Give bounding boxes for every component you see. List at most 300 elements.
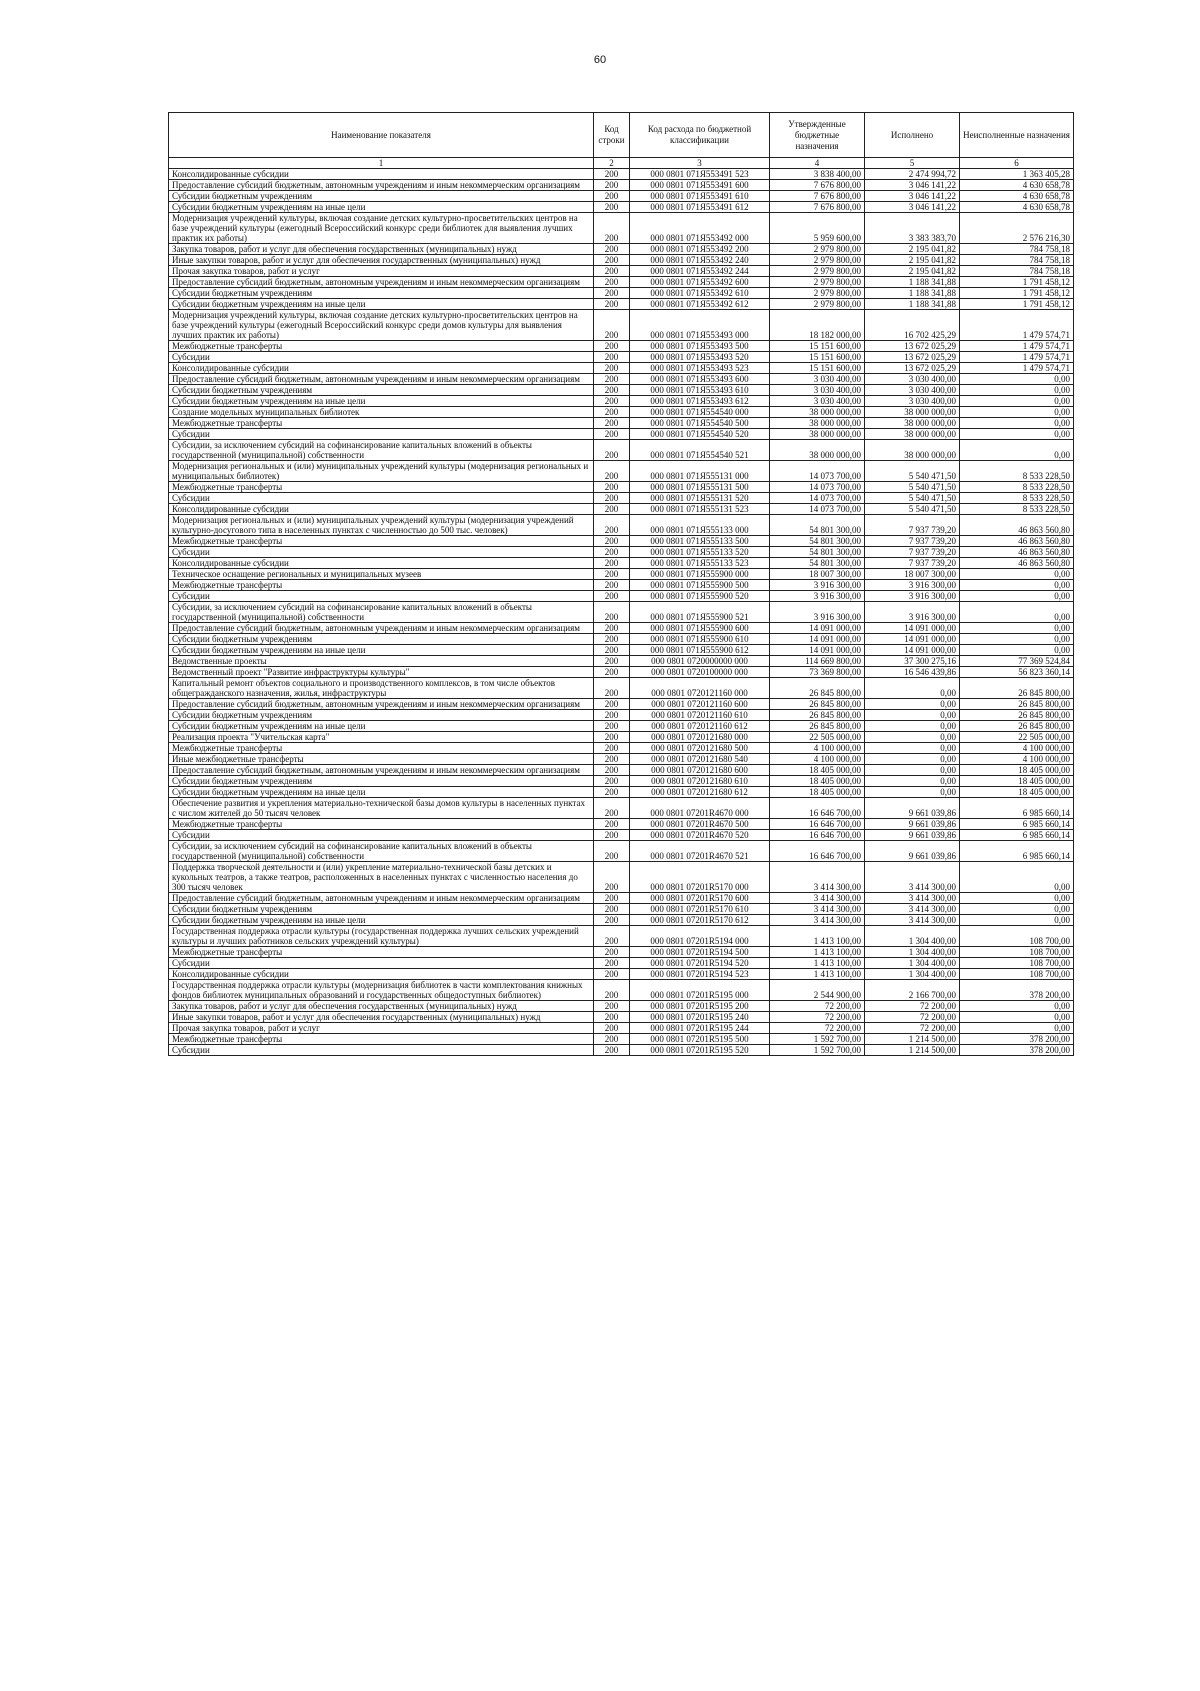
row-budget-code: 000 0801 071Я554540 000 — [630, 407, 770, 418]
row-remaining: 6 985 660,14 — [960, 819, 1074, 830]
row-line-code: 200 — [594, 776, 630, 787]
row-line-code: 200 — [594, 645, 630, 656]
row-budget-code: 000 0801 071Я553491 600 — [630, 180, 770, 191]
row-executed: 18 007 300,00 — [865, 569, 960, 580]
row-name: Обеспечение развития и укрепления материально-технической базы домов культуры в населенных пунктах с числом жителей до 50 тысяч человек — [169, 798, 594, 819]
row-line-code: 200 — [594, 558, 630, 569]
row-approved: 5 959 600,00 — [770, 213, 865, 244]
row-approved: 7 676 800,00 — [770, 191, 865, 202]
row-budget-code: 000 0801 071Я555900 521 — [630, 602, 770, 623]
row-approved: 26 845 800,00 — [770, 699, 865, 710]
row-remaining: 77 369 524,84 — [960, 656, 1074, 667]
row-name: Иные закупки товаров, работ и услуг для обеспечения государственных (муниципальных) нужд — [169, 255, 594, 266]
row-name: Субсидии бюджетным учреждениям — [169, 904, 594, 915]
row-executed: 1 304 400,00 — [865, 969, 960, 980]
row-budget-code: 000 0801 071Я553491 523 — [630, 169, 770, 180]
row-remaining: 4 100 000,00 — [960, 743, 1074, 754]
row-line-code: 200 — [594, 244, 630, 255]
row-budget-code: 000 0801 07201R4670 500 — [630, 819, 770, 830]
row-name: Прочая закупка товаров, работ и услуг — [169, 266, 594, 277]
row-executed: 16 702 425,29 — [865, 310, 960, 341]
row-remaining: 108 700,00 — [960, 969, 1074, 980]
row-executed: 38 000 000,00 — [865, 407, 960, 418]
row-executed: 5 540 471,50 — [865, 461, 960, 482]
column-number: 2 — [594, 158, 630, 169]
row-budget-code: 000 0801 071Я554540 500 — [630, 418, 770, 429]
row-remaining: 8 533 228,50 — [960, 482, 1074, 493]
table-row — [169, 288, 1074, 299]
row-approved: 16 646 700,00 — [770, 798, 865, 819]
table-body — [169, 158, 1074, 1056]
row-remaining: 0,00 — [960, 591, 1074, 602]
row-budget-code: 000 0801 071Я553492 200 — [630, 244, 770, 255]
row-budget-code: 000 0801 071Я555900 500 — [630, 580, 770, 591]
table-row — [169, 862, 1074, 893]
row-approved: 4 100 000,00 — [770, 754, 865, 765]
row-approved: 2 979 800,00 — [770, 255, 865, 266]
row-executed: 1 188 341,88 — [865, 299, 960, 310]
row-line-code: 200 — [594, 958, 630, 969]
row-name: Модернизация учреждений культуры, включая создание детских культурно-просветительских центров на базе учреждений культуры (ежегодный Всероссийский конкурс среди домов культуры для выявления лучших практик их работы) — [169, 310, 594, 341]
row-executed: 13 672 025,29 — [865, 363, 960, 374]
row-budget-code: 000 0801 07201R5194 523 — [630, 969, 770, 980]
row-budget-code: 000 0801 071Я553492 610 — [630, 288, 770, 299]
row-line-code: 200 — [594, 515, 630, 536]
row-line-code: 200 — [594, 429, 630, 440]
row-approved: 15 151 600,00 — [770, 341, 865, 352]
row-executed: 38 000 000,00 — [865, 440, 960, 461]
row-executed: 3 046 141,22 — [865, 180, 960, 191]
row-approved: 54 801 300,00 — [770, 515, 865, 536]
column-number-row — [169, 158, 1074, 169]
row-remaining: 4 100 000,00 — [960, 754, 1074, 765]
table-row — [169, 678, 1074, 699]
row-line-code: 200 — [594, 569, 630, 580]
table-row — [169, 743, 1074, 754]
row-remaining: 8 533 228,50 — [960, 493, 1074, 504]
row-approved: 72 200,00 — [770, 1012, 865, 1023]
table-row — [169, 418, 1074, 429]
row-remaining: 0,00 — [960, 893, 1074, 904]
row-remaining: 46 863 560,80 — [960, 515, 1074, 536]
row-approved: 38 000 000,00 — [770, 418, 865, 429]
column-number: 4 — [770, 158, 865, 169]
table-row — [169, 363, 1074, 374]
row-executed: 3 030 400,00 — [865, 374, 960, 385]
row-budget-code: 000 0801 0720000000 000 — [630, 656, 770, 667]
row-line-code: 200 — [594, 732, 630, 743]
row-executed: 14 091 000,00 — [865, 623, 960, 634]
row-executed: 1 304 400,00 — [865, 947, 960, 958]
row-remaining: 56 823 360,14 — [960, 667, 1074, 678]
row-name: Субсидии — [169, 352, 594, 363]
row-line-code: 200 — [594, 591, 630, 602]
row-approved: 7 676 800,00 — [770, 202, 865, 213]
row-remaining: 46 863 560,80 — [960, 558, 1074, 569]
row-budget-code: 000 0801 071Я555133 000 — [630, 515, 770, 536]
row-remaining: 0,00 — [960, 396, 1074, 407]
table-row — [169, 191, 1074, 202]
row-name: Предоставление субсидий бюджетным, автономным учреждениям и иным некоммерческим организациям — [169, 623, 594, 634]
row-line-code: 200 — [594, 787, 630, 798]
row-name: Субсидии бюджетным учреждениям — [169, 191, 594, 202]
row-name: Предоставление субсидий бюджетным, автономным учреждениям и иным некоммерческим организациям — [169, 765, 594, 776]
column-number: 3 — [630, 158, 770, 169]
row-name: Консолидированные субсидии — [169, 558, 594, 569]
row-executed: 1 304 400,00 — [865, 958, 960, 969]
row-approved: 26 845 800,00 — [770, 678, 865, 699]
row-remaining: 26 845 800,00 — [960, 678, 1074, 699]
row-line-code: 200 — [594, 536, 630, 547]
row-executed: 0,00 — [865, 732, 960, 743]
row-name: Субсидии бюджетным учреждениям — [169, 288, 594, 299]
row-budget-code: 000 0801 07201R5194 500 — [630, 947, 770, 958]
row-remaining: 4 630 658,78 — [960, 202, 1074, 213]
row-executed: 7 937 739,20 — [865, 558, 960, 569]
row-executed: 5 540 471,50 — [865, 493, 960, 504]
table-row — [169, 841, 1074, 862]
row-remaining: 26 845 800,00 — [960, 699, 1074, 710]
table-row — [169, 213, 1074, 244]
row-line-code: 200 — [594, 299, 630, 310]
page-number: 60 — [593, 54, 607, 66]
row-approved: 2 979 800,00 — [770, 266, 865, 277]
row-remaining: 6 985 660,14 — [960, 798, 1074, 819]
row-line-code: 200 — [594, 213, 630, 244]
row-name: Предоставление субсидий бюджетным, автономным учреждениям и иным некоммерческим организациям — [169, 374, 594, 385]
row-budget-code: 000 0801 071Я553491 610 — [630, 191, 770, 202]
column-number: 5 — [865, 158, 960, 169]
row-executed: 0,00 — [865, 678, 960, 699]
row-line-code: 200 — [594, 980, 630, 1001]
row-line-code: 200 — [594, 191, 630, 202]
table-row — [169, 721, 1074, 732]
table-row — [169, 396, 1074, 407]
row-executed: 9 661 039,86 — [865, 819, 960, 830]
table-row — [169, 1023, 1074, 1034]
row-approved: 114 669 800,00 — [770, 656, 865, 667]
row-executed: 9 661 039,86 — [865, 841, 960, 862]
table-row — [169, 602, 1074, 623]
row-approved: 18 182 000,00 — [770, 310, 865, 341]
row-approved: 72 200,00 — [770, 1001, 865, 1012]
row-budget-code: 000 0801 07201R4670 000 — [630, 798, 770, 819]
row-approved: 2 979 800,00 — [770, 299, 865, 310]
table-row — [169, 536, 1074, 547]
row-remaining: 1 363 405,28 — [960, 169, 1074, 180]
table-row — [169, 819, 1074, 830]
row-name: Иные межбюджетные трансферты — [169, 754, 594, 765]
row-line-code: 200 — [594, 765, 630, 776]
row-line-code: 200 — [594, 656, 630, 667]
table-row — [169, 341, 1074, 352]
row-budget-code: 000 0801 0720121680 610 — [630, 776, 770, 787]
row-name: Межбюджетные трансферты — [169, 536, 594, 547]
row-executed: 7 937 739,20 — [865, 536, 960, 547]
row-line-code: 200 — [594, 310, 630, 341]
row-budget-code: 000 0801 071Я553493 000 — [630, 310, 770, 341]
row-remaining: 0,00 — [960, 407, 1074, 418]
row-approved: 54 801 300,00 — [770, 536, 865, 547]
table-row — [169, 591, 1074, 602]
row-executed: 9 661 039,86 — [865, 798, 960, 819]
row-budget-code: 000 0801 071Я553492 240 — [630, 255, 770, 266]
row-budget-code: 000 0801 07201R4670 521 — [630, 841, 770, 862]
row-name: Иные закупки товаров, работ и услуг для обеспечения государственных (муниципальных) нужд — [169, 1012, 594, 1023]
row-remaining: 1 791 458,12 — [960, 277, 1074, 288]
row-executed: 37 300 275,16 — [865, 656, 960, 667]
row-name: Прочая закупка товаров, работ и услуг — [169, 1023, 594, 1034]
row-name: Предоставление субсидий бюджетным, автономным учреждениям и иным некоммерческим организациям — [169, 699, 594, 710]
row-executed: 3 916 300,00 — [865, 602, 960, 623]
row-budget-code: 000 0801 071Я555900 600 — [630, 623, 770, 634]
row-line-code: 200 — [594, 504, 630, 515]
row-remaining: 0,00 — [960, 418, 1074, 429]
row-budget-code: 000 0801 071Я555131 000 — [630, 461, 770, 482]
row-line-code: 200 — [594, 180, 630, 191]
row-budget-code: 000 0801 071Я553493 500 — [630, 341, 770, 352]
row-name: Межбюджетные трансферты — [169, 341, 594, 352]
table-row — [169, 374, 1074, 385]
row-name: Консолидированные субсидии — [169, 363, 594, 374]
table-row — [169, 656, 1074, 667]
row-name: Государственная поддержка отрасли культуры (государственная поддержка лучших сельских учреждений культуры и лучших работников сельских учреждений культуры) — [169, 926, 594, 947]
row-name: Консолидированные субсидии — [169, 969, 594, 980]
row-executed: 16 546 439,86 — [865, 667, 960, 678]
row-name: Создание модельных муниципальных библиотек — [169, 407, 594, 418]
table-row — [169, 407, 1074, 418]
row-name: Модернизация учреждений культуры, включая создание детских культурно-просветительских центров на базе учреждений культуры (ежегодный Всероссийский конкурс среди библиотек для выявления лучших практик их работы) — [169, 213, 594, 244]
row-remaining: 0,00 — [960, 1012, 1074, 1023]
row-executed: 3 383 383,70 — [865, 213, 960, 244]
row-executed: 5 540 471,50 — [865, 482, 960, 493]
row-executed: 14 091 000,00 — [865, 645, 960, 656]
table-row — [169, 732, 1074, 743]
row-remaining: 18 405 000,00 — [960, 776, 1074, 787]
table-row — [169, 429, 1074, 440]
row-remaining: 0,00 — [960, 915, 1074, 926]
row-name: Субсидии — [169, 591, 594, 602]
row-approved: 3 414 300,00 — [770, 904, 865, 915]
table-row — [169, 1034, 1074, 1045]
row-line-code: 200 — [594, 926, 630, 947]
table-row — [169, 634, 1074, 645]
row-remaining: 2 576 216,30 — [960, 213, 1074, 244]
row-line-code: 200 — [594, 915, 630, 926]
row-remaining: 4 630 658,78 — [960, 191, 1074, 202]
row-budget-code: 000 0801 071Я555133 520 — [630, 547, 770, 558]
row-executed: 1 304 400,00 — [865, 926, 960, 947]
row-remaining: 0,00 — [960, 569, 1074, 580]
row-name: Модернизация региональных и (или) муниципальных учреждений культуры (модернизация региональных и муниципальных библиотек) — [169, 461, 594, 482]
row-executed: 3 414 300,00 — [865, 862, 960, 893]
row-approved: 14 091 000,00 — [770, 623, 865, 634]
row-executed: 3 414 300,00 — [865, 915, 960, 926]
row-name: Субсидии бюджетным учреждениям — [169, 385, 594, 396]
row-name: Субсидии, за исключением субсидий на софинансирование капитальных вложений в объекты государственной (муниципальной) собственности — [169, 602, 594, 623]
row-approved: 3 916 300,00 — [770, 602, 865, 623]
row-line-code: 200 — [594, 352, 630, 363]
row-line-code: 200 — [594, 580, 630, 591]
row-line-code: 200 — [594, 1034, 630, 1045]
row-remaining: 26 845 800,00 — [960, 721, 1074, 732]
row-executed: 3 916 300,00 — [865, 580, 960, 591]
row-executed: 3 414 300,00 — [865, 893, 960, 904]
row-name: Субсидии — [169, 958, 594, 969]
row-executed: 9 661 039,86 — [865, 830, 960, 841]
row-name: Субсидии — [169, 830, 594, 841]
table-row — [169, 1045, 1074, 1056]
row-approved: 38 000 000,00 — [770, 440, 865, 461]
row-name: Ведомственный проект "Развитие инфраструктуры культуры" — [169, 667, 594, 678]
row-remaining: 784 758,18 — [960, 266, 1074, 277]
row-approved: 1 413 100,00 — [770, 926, 865, 947]
row-remaining: 0,00 — [960, 623, 1074, 634]
row-name: Субсидии бюджетным учреждениям на иные цели — [169, 787, 594, 798]
row-name: Межбюджетные трансферты — [169, 418, 594, 429]
row-approved: 7 676 800,00 — [770, 180, 865, 191]
row-executed: 0,00 — [865, 710, 960, 721]
row-executed: 0,00 — [865, 765, 960, 776]
column-number: 6 — [960, 158, 1074, 169]
row-budget-code: 000 0801 07201R5170 600 — [630, 893, 770, 904]
row-executed: 3 046 141,22 — [865, 191, 960, 202]
row-budget-code: 000 0801 071Я553493 610 — [630, 385, 770, 396]
row-remaining: 1 479 574,71 — [960, 363, 1074, 374]
row-line-code: 200 — [594, 602, 630, 623]
table-row — [169, 645, 1074, 656]
row-executed: 7 937 739,20 — [865, 547, 960, 558]
table-row — [169, 255, 1074, 266]
row-budget-code: 000 0801 0720121160 612 — [630, 721, 770, 732]
row-name: Межбюджетные трансферты — [169, 743, 594, 754]
row-budget-code: 000 0801 071Я555900 610 — [630, 634, 770, 645]
row-approved: 3 916 300,00 — [770, 580, 865, 591]
row-remaining: 1 479 574,71 — [960, 341, 1074, 352]
row-remaining: 0,00 — [960, 862, 1074, 893]
row-name: Модернизация региональных и (или) муниципальных учреждений культуры (модернизация учреждений культурно-досугового типа в населенных пунктах с численностью до 500 тыс. человек) — [169, 515, 594, 536]
row-approved: 26 845 800,00 — [770, 710, 865, 721]
row-approved: 15 151 600,00 — [770, 363, 865, 374]
row-executed: 0,00 — [865, 754, 960, 765]
row-executed: 0,00 — [865, 721, 960, 732]
table-row — [169, 482, 1074, 493]
row-remaining: 0,00 — [960, 645, 1074, 656]
row-budget-code: 000 0801 07201R5170 610 — [630, 904, 770, 915]
row-line-code: 200 — [594, 277, 630, 288]
row-budget-code: 000 0801 071Я553493 523 — [630, 363, 770, 374]
table-row — [169, 558, 1074, 569]
table-row — [169, 980, 1074, 1001]
header-indicator-name: Наименование показателя — [169, 113, 594, 158]
table-row — [169, 244, 1074, 255]
row-approved: 1 413 100,00 — [770, 969, 865, 980]
row-approved: 18 007 300,00 — [770, 569, 865, 580]
row-budget-code: 000 0801 0720121680 612 — [630, 787, 770, 798]
table-row — [169, 180, 1074, 191]
row-name: Межбюджетные трансферты — [169, 819, 594, 830]
row-executed: 72 200,00 — [865, 1001, 960, 1012]
row-budget-code: 000 0801 0720121680 500 — [630, 743, 770, 754]
row-executed: 3 414 300,00 — [865, 904, 960, 915]
row-name: Субсидии — [169, 493, 594, 504]
row-budget-code: 000 0801 07201R5195 200 — [630, 1001, 770, 1012]
row-approved: 15 151 600,00 — [770, 352, 865, 363]
row-line-code: 200 — [594, 288, 630, 299]
row-line-code: 200 — [594, 969, 630, 980]
row-line-code: 200 — [594, 710, 630, 721]
row-remaining: 108 700,00 — [960, 926, 1074, 947]
row-name: Субсидии, за исключением субсидий на софинансирование капитальных вложений в объекты государственной (муниципальной) собственности — [169, 440, 594, 461]
row-line-code: 200 — [594, 743, 630, 754]
row-budget-code: 000 0801 071Я554540 521 — [630, 440, 770, 461]
row-name: Предоставление субсидий бюджетным, автономным учреждениям и иным некоммерческим организациям — [169, 893, 594, 904]
row-line-code: 200 — [594, 667, 630, 678]
row-executed: 72 200,00 — [865, 1023, 960, 1034]
row-line-code: 200 — [594, 893, 630, 904]
row-budget-code: 000 0801 071Я555900 612 — [630, 645, 770, 656]
table-row — [169, 299, 1074, 310]
table-row — [169, 623, 1074, 634]
row-remaining: 0,00 — [960, 429, 1074, 440]
row-executed: 2 195 041,82 — [865, 266, 960, 277]
row-approved: 73 369 800,00 — [770, 667, 865, 678]
row-approved: 14 091 000,00 — [770, 634, 865, 645]
row-approved: 18 405 000,00 — [770, 765, 865, 776]
row-name: Капитальный ремонт объектов социального и производственного комплексов, в том числе объектов общегражданского назначения, жилья, инфраструктуры — [169, 678, 594, 699]
row-name: Поддержка творческой деятельности и (или) укрепление материально-технической базы детских и кукольных театров, а также театров, расположенных в населенных пунктах с численностью населения до 300 тысяч человек — [169, 862, 594, 893]
row-line-code: 200 — [594, 904, 630, 915]
row-executed: 3 916 300,00 — [865, 591, 960, 602]
row-budget-code: 000 0801 0720100000 000 — [630, 667, 770, 678]
row-budget-code: 000 0801 07201R5195 240 — [630, 1012, 770, 1023]
row-approved: 14 073 700,00 — [770, 461, 865, 482]
row-remaining: 108 700,00 — [960, 947, 1074, 958]
row-budget-code: 000 0801 071Я553492 612 — [630, 299, 770, 310]
row-budget-code: 000 0801 071Я553492 000 — [630, 213, 770, 244]
row-executed: 0,00 — [865, 787, 960, 798]
row-line-code: 200 — [594, 418, 630, 429]
row-executed: 5 540 471,50 — [865, 504, 960, 515]
row-line-code: 200 — [594, 623, 630, 634]
row-executed: 13 672 025,29 — [865, 341, 960, 352]
row-approved: 3 030 400,00 — [770, 374, 865, 385]
row-name: Субсидии — [169, 429, 594, 440]
row-executed: 38 000 000,00 — [865, 418, 960, 429]
row-budget-code: 000 0801 0720121160 000 — [630, 678, 770, 699]
row-line-code: 200 — [594, 440, 630, 461]
row-line-code: 200 — [594, 169, 630, 180]
row-line-code: 200 — [594, 547, 630, 558]
row-approved: 22 505 000,00 — [770, 732, 865, 743]
table-header — [169, 113, 1074, 158]
row-approved: 26 845 800,00 — [770, 721, 865, 732]
row-budget-code: 000 0801 07201R5194 000 — [630, 926, 770, 947]
row-executed: 3 046 141,22 — [865, 202, 960, 213]
row-line-code: 200 — [594, 819, 630, 830]
table-row — [169, 765, 1074, 776]
row-approved: 3 030 400,00 — [770, 396, 865, 407]
row-budget-code: 000 0801 071Я555900 520 — [630, 591, 770, 602]
row-approved: 3 030 400,00 — [770, 385, 865, 396]
row-remaining: 378 200,00 — [960, 1034, 1074, 1045]
row-approved: 18 405 000,00 — [770, 787, 865, 798]
row-remaining: 0,00 — [960, 440, 1074, 461]
row-remaining: 378 200,00 — [960, 980, 1074, 1001]
row-budget-code: 000 0801 07201R5195 000 — [630, 980, 770, 1001]
row-line-code: 200 — [594, 1001, 630, 1012]
row-name: Субсидии, за исключением субсидий на софинансирование капитальных вложений в объекты государственной (муниципальной) собственности — [169, 841, 594, 862]
